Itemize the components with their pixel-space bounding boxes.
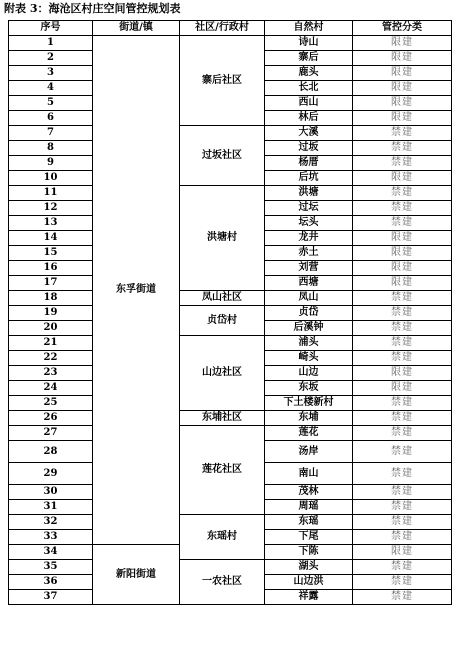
row-number-cell: 36: [9, 575, 93, 590]
table-row: [9, 36, 452, 51]
row-number-cell: 37: [9, 590, 93, 605]
village-cell: 过坂: [265, 141, 353, 156]
row-number-cell: 13: [9, 216, 93, 231]
control-class-cell: 限建: [353, 36, 452, 51]
village-cell: 过坛: [265, 201, 353, 216]
control-class-cell: 禁建: [353, 201, 452, 216]
village-cell: 下土楼新村: [265, 396, 353, 411]
control-class-cell: 禁建: [353, 575, 452, 590]
control-class-cell: 限建: [353, 261, 452, 276]
row-number-cell: 29: [9, 463, 93, 485]
row-number-cell: 19: [9, 306, 93, 321]
community-cell: 过坂社区: [180, 126, 265, 186]
village-cell: 洪塘: [265, 186, 353, 201]
community-cell: 洪塘村: [180, 186, 265, 291]
row-number-cell: 30: [9, 485, 93, 500]
table-row: [9, 336, 452, 351]
village-control-table: [8, 20, 452, 605]
control-class-cell: 禁建: [353, 216, 452, 231]
control-class-cell: 禁建: [353, 321, 452, 336]
village-cell: 西山: [265, 96, 353, 111]
control-class-cell: 禁建: [353, 530, 452, 545]
village-cell: 长北: [265, 81, 353, 96]
village-cell: 赤土: [265, 246, 353, 261]
row-number-cell: 5: [9, 96, 93, 111]
row-number-cell: 26: [9, 411, 93, 426]
village-cell: 东瑶: [265, 515, 353, 530]
village-cell: 诗山: [265, 36, 353, 51]
row-number-cell: 11: [9, 186, 93, 201]
village-cell: 山边洪: [265, 575, 353, 590]
control-class-cell: 禁建: [353, 485, 452, 500]
row-number-cell: 32: [9, 515, 93, 530]
village-cell: 崎头: [265, 351, 353, 366]
row-number-cell: 27: [9, 426, 93, 441]
row-number-cell: 31: [9, 500, 93, 515]
control-class-cell: 禁建: [353, 590, 452, 605]
control-class-cell: 禁建: [353, 441, 452, 463]
control-class-cell: 限建: [353, 366, 452, 381]
community-cell: 莲花社区: [180, 426, 265, 515]
community-cell: 贞岱村: [180, 306, 265, 336]
village-cell: 贞岱: [265, 306, 353, 321]
row-number-cell: 18: [9, 291, 93, 306]
table-row: [9, 291, 452, 306]
community-cell: 山边社区: [180, 336, 265, 411]
village-cell: 浦头: [265, 336, 353, 351]
control-class-cell: 禁建: [353, 156, 452, 171]
row-number-cell: 14: [9, 231, 93, 246]
control-class-cell: 禁建: [353, 306, 452, 321]
village-cell: 茂林: [265, 485, 353, 500]
control-class-cell: 禁建: [353, 126, 452, 141]
control-class-cell: 限建: [353, 276, 452, 291]
control-class-cell: 禁建: [353, 291, 452, 306]
community-cell: 东埔社区: [180, 411, 265, 426]
header-cell-community: 社区/行政村: [180, 21, 265, 36]
village-cell: 下陈: [265, 545, 353, 560]
row-number-cell: 3: [9, 66, 93, 81]
control-class-cell: 限建: [353, 171, 452, 186]
row-number-cell: 2: [9, 51, 93, 66]
row-number-cell: 22: [9, 351, 93, 366]
village-cell: 坛头: [265, 216, 353, 231]
row-number-cell: 10: [9, 171, 93, 186]
control-class-cell: 限建: [353, 81, 452, 96]
community-cell: 一农社区: [180, 560, 265, 605]
row-number-cell: 12: [9, 201, 93, 216]
control-class-cell: 限建: [353, 246, 452, 261]
table-row: [9, 411, 452, 426]
row-number-cell: 6: [9, 111, 93, 126]
control-class-cell: 限建: [353, 231, 452, 246]
control-class-cell: 限建: [353, 66, 452, 81]
village-cell: 山边: [265, 366, 353, 381]
table-caption: 附表 3：海沧区村庄空间管控规划表: [4, 2, 181, 15]
header-row: [9, 21, 452, 36]
village-cell: 莲花: [265, 426, 353, 441]
control-class-cell: 禁建: [353, 560, 452, 575]
village-cell: 大溪: [265, 126, 353, 141]
control-class-cell: 禁建: [353, 515, 452, 530]
row-number-cell: 7: [9, 126, 93, 141]
village-cell: 后坑: [265, 171, 353, 186]
village-cell: 湖头: [265, 560, 353, 575]
row-number-cell: 24: [9, 381, 93, 396]
header-cell-control: 管控分类: [353, 21, 452, 36]
row-number-cell: 4: [9, 81, 93, 96]
row-number-cell: 1: [9, 36, 93, 51]
row-number-cell: 8: [9, 141, 93, 156]
row-number-cell: 15: [9, 246, 93, 261]
header-cell-no: 序号: [9, 21, 93, 36]
row-number-cell: 17: [9, 276, 93, 291]
village-cell: 龙井: [265, 231, 353, 246]
community-cell: 东瑶村: [180, 515, 265, 560]
village-cell: 寨后: [265, 51, 353, 66]
village-cell: 林后: [265, 111, 353, 126]
row-number-cell: 23: [9, 366, 93, 381]
row-number-cell: 20: [9, 321, 93, 336]
row-number-cell: 35: [9, 560, 93, 575]
control-class-cell: 限建: [353, 111, 452, 126]
control-class-cell: 限建: [353, 96, 452, 111]
row-number-cell: 34: [9, 545, 93, 560]
village-cell: 东埔: [265, 411, 353, 426]
control-class-cell: 限建: [353, 381, 452, 396]
community-cell: 凤山社区: [180, 291, 265, 306]
row-number-cell: 33: [9, 530, 93, 545]
table-row: [9, 515, 452, 530]
control-class-cell: 禁建: [353, 396, 452, 411]
village-cell: 南山: [265, 463, 353, 485]
village-cell: 鹿头: [265, 66, 353, 81]
village-cell: 下尾: [265, 530, 353, 545]
village-cell: 祥露: [265, 590, 353, 605]
control-class-cell: 禁建: [353, 186, 452, 201]
village-cell: 杨厝: [265, 156, 353, 171]
control-class-cell: 禁建: [353, 411, 452, 426]
village-cell: 汤岸: [265, 441, 353, 463]
street-cell: 新阳街道: [93, 545, 180, 605]
row-number-cell: 9: [9, 156, 93, 171]
village-cell: 后溪钟: [265, 321, 353, 336]
village-cell: 西塘: [265, 276, 353, 291]
row-number-cell: 25: [9, 396, 93, 411]
control-class-cell: 禁建: [353, 351, 452, 366]
village-cell: 刘营: [265, 261, 353, 276]
village-cell: 凤山: [265, 291, 353, 306]
village-cell: 东坂: [265, 381, 353, 396]
control-class-cell: 禁建: [353, 426, 452, 441]
table-row: [9, 306, 452, 321]
table-row: [9, 126, 452, 141]
control-class-cell: 禁建: [353, 500, 452, 515]
table-row: [9, 560, 452, 575]
header-cell-village: 自然村: [265, 21, 353, 36]
row-number-cell: 21: [9, 336, 93, 351]
village-cell: 周瑶: [265, 500, 353, 515]
control-class-cell: 禁建: [353, 336, 452, 351]
control-class-cell: 限建: [353, 51, 452, 66]
control-class-cell: 禁建: [353, 463, 452, 485]
table-row: [9, 186, 452, 201]
row-number-cell: 28: [9, 441, 93, 463]
street-cell: 东孚街道: [93, 36, 180, 545]
control-class-cell: 限建: [353, 545, 452, 560]
row-number-cell: 16: [9, 261, 93, 276]
community-cell: 寨后社区: [180, 36, 265, 126]
table-row: [9, 426, 452, 441]
control-class-cell: 禁建: [353, 141, 452, 156]
header-cell-street: 街道/镇: [93, 21, 180, 36]
